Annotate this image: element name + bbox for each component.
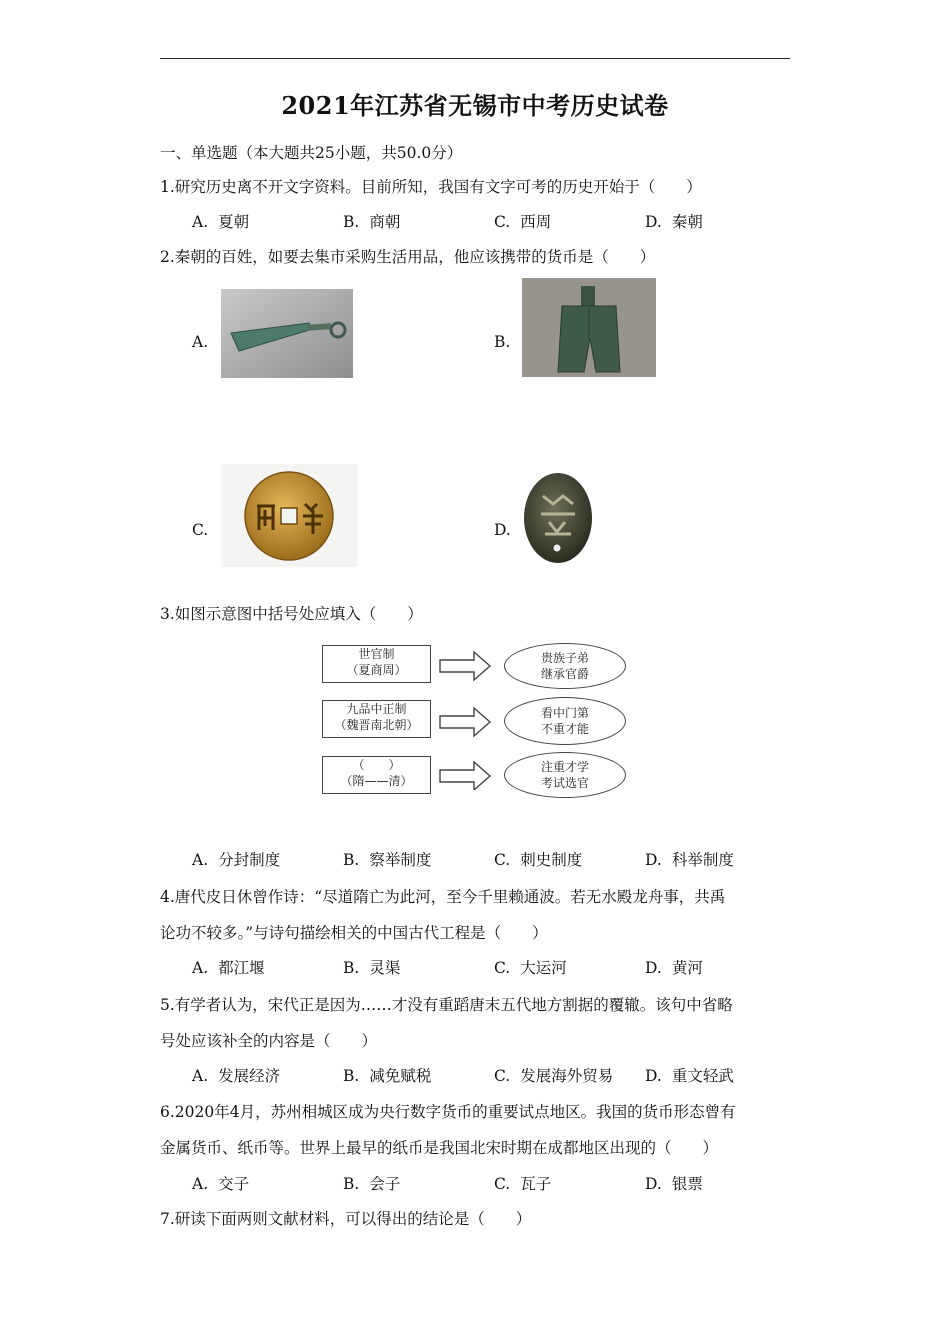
q1-option-c[interactable]: C. 西周 xyxy=(494,213,552,231)
q3-option-b[interactable]: B. 察举制度 xyxy=(343,851,432,869)
q5-option-c[interactable]: C. 发展海外贸易 xyxy=(494,1067,614,1085)
diagram-arrows xyxy=(438,650,494,790)
q2-option-a-label[interactable]: A. xyxy=(192,333,209,351)
q6-option-b[interactable]: B. 会子 xyxy=(343,1175,401,1193)
section-heading: 一、单选题（本大题共25小题，共50.0分） xyxy=(160,144,463,162)
q1-option-b[interactable]: B. 商朝 xyxy=(343,213,401,231)
arrow-icon xyxy=(440,762,490,790)
q4-option-d[interactable]: D. 黄河 xyxy=(645,959,703,977)
q4-option-c[interactable]: C. 大运河 xyxy=(494,959,567,977)
q3-option-d[interactable]: D. 科举制度 xyxy=(645,851,734,869)
banliang-coin-image[interactable] xyxy=(221,464,357,567)
q1-option-d[interactable]: D. 秦朝 xyxy=(645,213,703,231)
q3-option-a[interactable]: A. 分封制度 xyxy=(192,851,281,869)
question-1-stem: 1.研究历史离不开文字资料。目前所知，我国有文字可考的历史开始于（ ） xyxy=(160,178,702,196)
question-5-stem-line-1: 5.有学者认为，宋代正是因为……才没有重蹈唐末五代地方割据的覆辙。该句中省略 xyxy=(160,996,733,1014)
diagram-box-2: 九品中正制 （魏晋南北朝） xyxy=(322,700,431,738)
q6-option-c[interactable]: C. 瓦子 xyxy=(494,1175,552,1193)
arrow-icon xyxy=(440,708,490,736)
q5-option-b[interactable]: B. 减免赋税 xyxy=(343,1067,432,1085)
q4-option-b[interactable]: B. 灵渠 xyxy=(343,959,401,977)
question-6-stem-line-2: 金属货币、纸币等。世界上最早的纸币是我国北宋时期在成都地区出现的（ ） xyxy=(160,1139,719,1157)
q5-option-a[interactable]: A. 发展经济 xyxy=(192,1067,281,1085)
q5-option-d[interactable]: D. 重文轻武 xyxy=(645,1067,734,1085)
spade-coin-image[interactable] xyxy=(522,278,656,377)
question-7-stem: 7.研读下面两则文献材料，可以得出的结论是（ ） xyxy=(160,1210,532,1228)
question-4-stem-line-2: 论功不较多。”与诗句描绘相关的中国古代工程是（ ） xyxy=(160,924,548,942)
diagram-oval-2: 看中门第 不重才能 xyxy=(504,697,626,745)
question-3-stem: 3.如图示意图中括号处应填入（ ） xyxy=(160,605,423,623)
question-6-stem-line-1: 6.2020年4月，苏州相城区成为央行数字货币的重要试点地区。我国的货币形态曾有 xyxy=(160,1103,736,1121)
q1-option-a[interactable]: A. 夏朝 xyxy=(192,213,250,231)
q2-option-c-label[interactable]: C. xyxy=(192,521,209,539)
q6-option-d[interactable]: D. 银票 xyxy=(645,1175,703,1193)
diagram-oval-1: 贵族子弟 继承官爵 xyxy=(504,643,626,689)
diagram-box-3: （ ） （隋——清） xyxy=(322,756,431,794)
arrow-icon xyxy=(440,652,490,680)
page-title: 2021年江苏省无锡市中考历史试卷 xyxy=(281,91,669,120)
header-rule xyxy=(160,58,790,59)
q2-option-b-label[interactable]: B. xyxy=(494,333,511,351)
diagram-oval-3: 注重才学 考试选官 xyxy=(504,752,626,798)
q6-option-a[interactable]: A. 交子 xyxy=(192,1175,250,1193)
q2-option-d-label[interactable]: D. xyxy=(494,521,511,539)
question-4-stem-line-1: 4.唐代皮日休曾作诗：“尽道隋亡为此河，至今千里赖通波。若无水殿龙舟事，共禹 xyxy=(160,888,726,906)
q3-option-c[interactable]: C. 刺史制度 xyxy=(494,851,583,869)
question-5-stem-line-2: 号处应该补全的内容是（ ） xyxy=(160,1032,378,1050)
question-2-stem: 2.秦朝的百姓，如要去集市采购生活用品，他应该携带的货币是（ ） xyxy=(160,248,656,266)
q4-option-a[interactable]: A. 都江堰 xyxy=(192,959,265,977)
knife-coin-image[interactable] xyxy=(221,289,353,378)
ant-nose-coin-image[interactable] xyxy=(519,468,597,568)
diagram-box-1: 世官制 （夏商周） xyxy=(322,645,431,683)
